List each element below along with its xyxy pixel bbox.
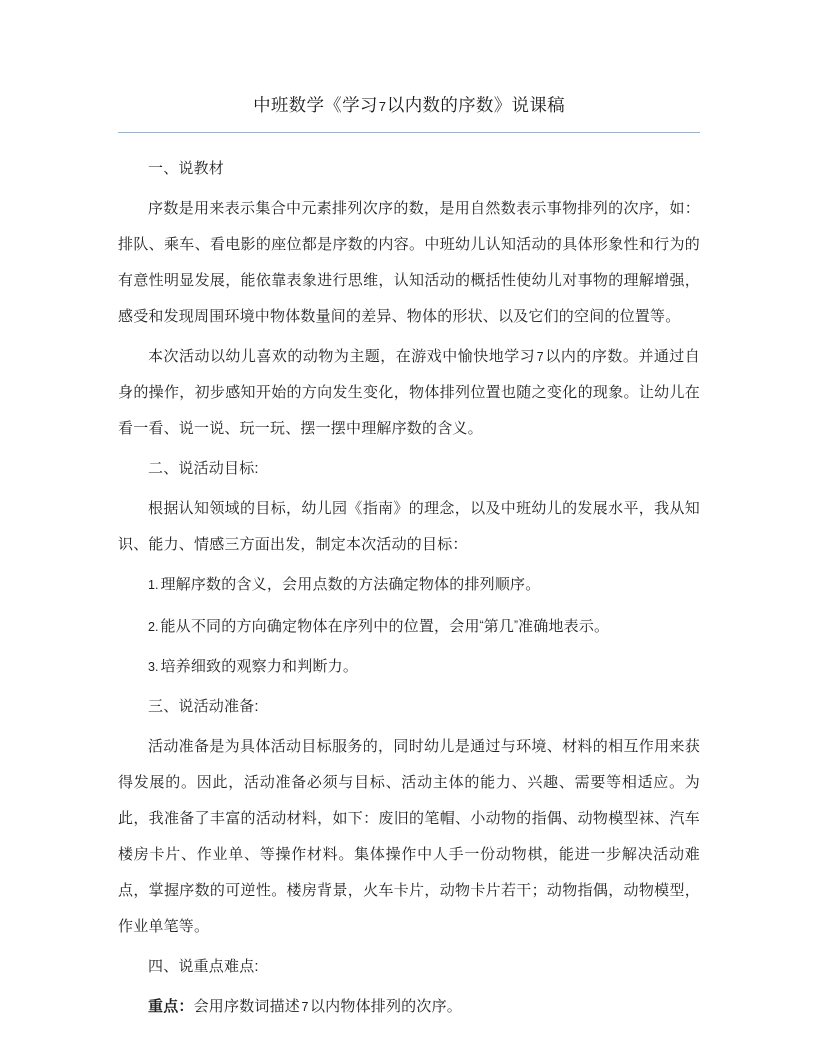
goal-marker-2: 2. <box>148 620 159 634</box>
section-heading-2: 二、说活动目标: <box>148 460 259 477</box>
title-divider <box>118 132 700 133</box>
key-point-text-a: 会用序数词描述 <box>193 998 301 1015</box>
document-title <box>118 92 700 120</box>
section-paragraph-4: 活动准备是为具体活动目标服务的，同时幼儿是通过与环境、材料的相互作用来获得发展的。因此，活动准备必须与目标、活动主体的能力、兴趣、需要等相适应。为此，我准备了丰富的活动材料，如下：废旧的笔帽、小动物的指偶、动物模型袜、汽车楼房卡片、作业单、等操作材料。集体操作中人手一份动物棋，能进一步解决活动难点，掌握序数的可逆性。楼房背景，火车卡片，动物卡片若干；动物指偶，动物模型，作业单笔等。 <box>118 738 700 935</box>
key-point-line <box>118 989 700 1025</box>
title-suffix: 以内数的序数》说课稿 <box>386 95 565 115</box>
close-quote-icon: ” <box>514 618 519 632</box>
goal-quoted-2: 第几 <box>483 618 515 635</box>
section-paragraph-2 <box>118 339 700 447</box>
goal-text-2b: 准确地表示。 <box>518 618 610 635</box>
goal-item-1 <box>118 567 700 603</box>
key-point-label: 重点： <box>148 998 194 1015</box>
title-prefix: 中班数学《学习 <box>253 95 378 115</box>
goal-text-2a: 能从不同的方向确定物体在序列中的位置，会用 <box>160 618 480 635</box>
document-content <box>118 92 700 1025</box>
paragraph-2-part-a: 本次活动以幼儿喜欢的动物为主题，在游戏中愉快地学习 <box>148 348 536 365</box>
section-paragraph-1: 序数是用来表示集合中元素排列次序的数，是用自然数表示事物排列的次序，如：排队、乘车、看电影的座位都是序数的内容。中班幼儿认知活动的具体形象性和行为的有意性明显发展，能依靠表象进行思维，认知活动的概括性使幼儿对事物的理解增强，感受和发现周围环境中物体数量间的差异、物体的形状、以及它们的空间的位置等。 <box>118 200 700 325</box>
section-heading-3: 三、说活动准备: <box>148 698 259 715</box>
key-point-number: 7 <box>301 1000 309 1014</box>
section-heading-4: 四、说重点难点: <box>148 958 259 975</box>
goal-item-2 <box>118 607 700 645</box>
section-paragraph-3: 根据认知领域的目标，幼儿园《指南》的理念，以及中班幼儿的发展水平，我从知识、能力、情感三方面出发，制定本次活动的目标： <box>118 500 700 553</box>
paragraph-2-part-b: 以内的序数。并通过自身的操作，初步感知开始的方向发生变化，物体排列位置也随之变化的现象。让幼儿在看一看、说一说、玩一玩、摆一摆中理解序数的含义。 <box>118 348 700 437</box>
key-point-text-b: 以内物体排列的次序。 <box>309 998 462 1015</box>
open-quote-icon: “ <box>479 618 484 632</box>
goal-text-1: 理解序数的含义，会用点数的方法确定物体的排列顺序。 <box>160 576 541 593</box>
paragraph-2-number: 7 <box>536 350 544 364</box>
document-body <box>118 151 700 1025</box>
section-heading-1: 一、说教材 <box>148 160 225 177</box>
goal-text-3: 培养细致的观察力和判断力。 <box>160 658 359 675</box>
goal-marker-3: 3. <box>148 660 159 674</box>
goal-marker-1: 1. <box>148 578 159 592</box>
title-number: 7 <box>378 99 386 114</box>
goal-item-3 <box>118 649 700 685</box>
